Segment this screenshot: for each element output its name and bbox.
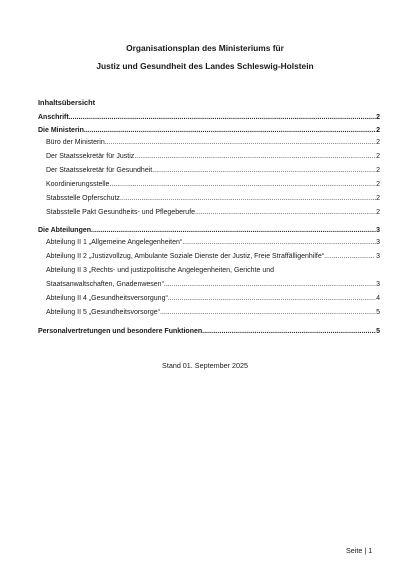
toc-page-number: 5 [376,309,380,316]
page-footer: Seite | 1 [346,546,373,555]
toc-dot-leader [324,252,374,262]
toc-page-number: 2 [376,139,380,146]
toc-dot-leader [182,238,376,248]
toc-entry-abteilung-ii-3-line-2[interactable] [46,280,380,290]
toc-page-number: 2 [376,181,380,188]
toc-entry-buero-der-ministerin[interactable] [46,138,380,148]
toc-entry-stabsstelle-pakt[interactable] [46,208,380,218]
toc-dot-leader [69,113,376,123]
toc-entry-label: Abteilung II 3 „Rechts- und justizpolitische Angelegenheiten, Gerichte und [46,267,275,274]
toc-page-number: 3 [376,239,380,246]
toc-entry-abteilung-ii-2[interactable] [46,252,380,262]
toc-entry-label: Der Staatssekretär für Gesundheit [46,167,153,174]
toc-dot-leader [168,294,376,304]
toc-dot-leader [109,180,376,190]
toc-entry-label: Personalvertretungen und besondere Funktionen [38,328,203,335]
toc-entry-staatssekretaer-justiz[interactable] [46,152,380,162]
toc-entry-label: Abteilung II 5 „Gesundheitsvorsorge“ [46,309,161,316]
toc-page-number: 4 [376,295,380,302]
toc-dot-leader [134,152,376,162]
toc-dot-leader [160,308,376,318]
toc-dot-leader [164,280,376,290]
stand-date: Stand 01. September 2025 [162,361,248,370]
toc-entry-stabsstelle-opferschutz[interactable] [46,194,380,204]
toc-entry-label: Staatsanwaltschaften, Gnadenwesen“ [46,281,164,288]
toc-entry-label: Die Abteilungen [38,227,92,234]
toc-dot-leader [91,226,376,236]
document-title-line-1: Organisationsplan des Ministeriums für [126,43,284,53]
toc-page-number: 3 [376,281,380,288]
toc-entry-anschrift[interactable] [38,113,380,123]
toc-entry-staatssekretaer-gesundheit[interactable] [46,166,380,176]
toc-entry-die-abteilungen[interactable] [38,226,380,236]
toc-entry-koordinierungsstelle[interactable] [46,180,380,190]
toc-page-number: 5 [376,328,380,335]
toc-entry-personalvertretungen[interactable] [38,327,380,337]
toc-dot-leader [202,327,376,337]
toc-entry-label: Abteilung II 1 „Allgemeine Angelegenheiten“ [46,239,183,246]
toc-entry-label: Stabsstelle Opferschutz [46,195,120,202]
toc-page-number: 2 [376,167,380,174]
toc-page-number: 3 [376,227,380,234]
toc-entry-label: Die Ministerin [38,127,84,134]
toc-page-number: 3 [376,253,380,260]
toc-page-number: 2 [376,209,380,216]
toc-entry-label: Anschrift [38,114,69,121]
toc-dot-leader [105,138,376,148]
toc-entry-abteilung-ii-1[interactable] [46,238,380,248]
toc-entry-label: Büro der Ministerin [46,139,105,146]
toc-entry-label: Koordinierungsstelle [46,181,110,188]
toc-dot-leader [120,194,376,204]
toc-entry-die-ministerin[interactable] [38,126,380,136]
toc-dot-leader [152,166,376,176]
toc-entry-label: Stabsstelle Pakt Gesundheits- und Pflegeberufe [46,209,196,216]
toc-entry-label: Abteilung II 2 „Justizvollzug, Ambulante Soziale Dienste der Justiz, Freie Straffälligenhilfe“ [46,253,325,260]
toc-entry-abteilung-ii-3-line-1[interactable] [46,266,380,276]
toc-entry-abteilung-ii-5[interactable] [46,308,380,318]
toc-entry-label: Abteilung II 4 „Gesundheitsversorgung“ [46,295,168,302]
toc-page-number: 2 [376,153,380,160]
toc-dot-leader [195,208,376,218]
toc-page-number: 2 [376,127,380,134]
toc-entry-label: Der Staatssekretär für Justiz [46,153,135,160]
toc-page-number: 2 [376,195,380,202]
document-title-line-2: Justiz und Gesundheit des Landes Schleswig-Holstein [96,61,314,71]
toc-heading: Inhaltsübersicht [38,98,96,107]
toc-entry-abteilung-ii-4[interactable] [46,294,380,304]
toc-page-number: 2 [376,114,380,121]
toc-dot-leader [84,126,376,136]
